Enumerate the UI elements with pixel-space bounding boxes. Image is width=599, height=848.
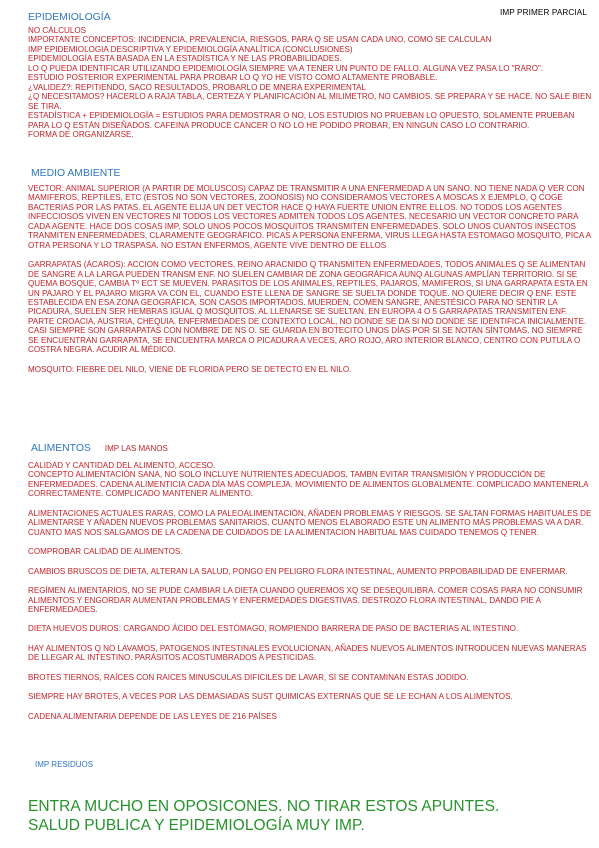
footer-note <box>28 797 598 835</box>
paragraph: DIETA HUEVOS DUROS: CARGANDO ÁCIDO DEL ESTÓMAGO, ROMPIENDO BARRERA DE PASO DE BACTERIAS AL INTESTINO. <box>28 624 519 634</box>
note-line: ¿Q NECESITAMOS? HACERLO A RAJA TABLA, CERTEZA Y PLANIFICACIÓN AL MILIMETRO, NO CAMBIOS. SE PREPARA Y SE HACE. NO SALE BIEN SE TIRA. <box>28 92 592 111</box>
paragraph: CAMBIOS BRUSCOS DE DIETA, ALTERAN LA SALUD, PONGO EN PELIGRO FLORA INTESTINAL, AUMENTO PRPOBABILIDAD DE ENFERMAR. <box>28 566 568 576</box>
paragraph: ALIMENTACIONES ACTUALES RARAS, COMO LA PALEOALIMENTACIÓN, AÑADEN PROBLEMAS Y RIESGOS. SE SALTAN FORMAS HABITUALES DE ALIMENTARSE Y AÑADEN NUEVOS PROBLEMAS SANITARIOS, CUANTO MENOS ELABORADO ESTE UN ALIMENTO MÁS PROBLEMAS VA A DAR. CUANTO MAS NOS SALGAMOS DE LA CADENA DE CUIDADOS DE LA ALIMENTACION HABITUAL MAS CUIDADO TENEMOS Q TENER. <box>28 508 592 537</box>
paragraph: GARRAPATAS (ÁCAROS): ACCION COMO VECTORES, REINO ARACNIDO Q TRANSMITEN ENFERMEDADES, TODOS ANIMALES Q SE ALIMENTAN DE SANGRE A LA LARGA PUEDEN TRANSM ENF. NO SUELEN CAMBIAR DE ZONA GEOGRÁFICA AUNQ ALGUNAS AMPLÍAN TERRITORIO. SI SE QUEMA BOSQUE, CAMBIA Tº ECT SE MUEVEN. PARASITOS DE LOS ANIMALES, REPTILES, PAJAROS, MAMIFEROS, SI UNA GARRAPATA ESTA EN UN PAJARO Y EL PAJARO MIGRA VA CON EL, CUANDO ESTE LLENA DE SANGRE SE SUELTA DONDE TOQUE. NO QUIERE DECIR Q ENF. ESTE ESTABLECIDA EN ESA ZONA GEOGRÁFICA, SON CASOS IMPORTADOS. MUERDEN, COMEN SANGRE, ANESTÉSICO PARA NO SENTIR LA PICADURA, SUELEN SER HEMBRAS IGUAL Q MOSQUITOS. AL LLENARSE SE SUELTAN. EN EUROPA 4 O 5 GARRAPATAS TRANSMITEN ENF. PARTE CROACIA, AUSTRIA, CHEQUIA. ENFERMEDADES DE CONTEXTO LOCAL, NO DONDE SE DA SI NO DONDE SE IDENTIFICA INICIALMENTE. CASI SIEMPRE SON GARRAPATAS CON NOMBRE DE NS O. SE GUARDA EN BOTECITO UNOS DÍAS POR SI SE NOTAN SÍNTOMAS. NO SIEMPRE SE ENCUENTRAN GARRAPATA, SE ENCUENTRA MARCA O PICADURA A VECES, ARO ROJO, ARO INTERIOR BLANCO, CENTRO CON PUTULA O COSTRA NEGRA. ACUDIR AL MÉDICO. <box>28 260 588 355</box>
course-label: IMP PRIMER PARCIAL <box>499 8 587 17</box>
paragraph: MOSQUITO: FIEBRE DEL NILO, VIENE DE FLORIDA PERO SE DETECTO EN EL NILO. <box>28 364 352 374</box>
section-title-medio-ambiente: MEDIO AMBIENTE <box>31 168 121 179</box>
paragraph: BROTES TIERNOS, RAÍCES CON RAICES MINUSCULAS DIFICILES DE LAVAR, SI SE CONTAMINAN ESTAS JODIDO. <box>28 672 469 682</box>
note-line: ¿VALIDEZ?: REPITIENDO, SACO RESULTADOS, PROBARLO DE MNERA EXPERIMENTAL <box>28 82 367 92</box>
footer-line-1: ENTRA MUCHO EN OPOSICONES. NO TIRAR ESTOS APUNTES. <box>28 798 500 815</box>
note-line: IMPORTANTE CONCEPTOS: INCIDENCIA, PREVALENCIA, RIESGOS, PARA Q SE USAN CADA UNO, COMO SE CALCULAN <box>28 35 492 45</box>
section-title-residuos: IMP RESIDUOS <box>35 760 94 769</box>
paragraph: SIEMPRE HAY BROTES, A VECES POR LAS DEMASIADAS SUST QUIMICAS EXTERNAS QUE SE LE ECHAN A LOS ALIMENTOS. <box>28 692 513 702</box>
note-line: FORMA DE ORGANIZARSE. <box>28 129 134 139</box>
alimentos-title: ALIMENTOS <box>31 443 91 454</box>
alimentos-subtitle: IMP LAS MANOS <box>104 444 168 453</box>
alimentos-notes <box>28 461 593 721</box>
medio-ambiente-notes <box>28 184 593 374</box>
paragraph: CADENA ALIMENTARIA DEPENDE DE LAS LEYES DE 216 PAÍSES <box>28 711 277 721</box>
paragraph: COMPROBAR CALIDAD DE ALIMENTOS. <box>28 547 183 557</box>
note-line: ESTADÍSTICA + EPIDEMIOLOGÍA = ESTUDIOS PARA DEMOSTRAR O NO, LOS ESTUDIOS NO PRUEBAN LO OPUESTO, SOLAMENTE PRUEBAN PARA LO Q ESTÁN DISEÑADOS. CAFEINA PRODUCE CANCER O NO LO HE PODIDO PROBAR, EN NINGUN CASO LO CONTRARIO. <box>28 111 575 130</box>
section-title-epidemiologia: EPIDEMIOLOGÍA <box>28 12 111 23</box>
epidemiologia-notes <box>28 26 593 139</box>
paragraph: REGÍMEN ALIMENTARIOS, NO SE PUDE CAMBIAR LA DIETA CUANDO QUEREMOS XQ SE DESEQUILIBRA. COMER COSAS PARA NO CONSUMIR ALIMENTOS Y ENGORDAR AUMENTAN PROBLEMAS Y ENFERMEDADES DIGESTIVAS. DESTROZO FLORA INTESTINAL, DANDO PIE A ENFERMEDADES. <box>28 586 583 614</box>
section-title-alimentos <box>31 443 168 454</box>
note-line: IMP EPIDEMIOLOGIA DESCRIPTIVA Y EPIDEMIOLOGÍA ANALÍTICA (CONCLUSIONES) <box>28 44 353 54</box>
note-line: LO Q PUEDA IDENTIFICAR UTILIZANDO EPIDEMIOLOGÍA SIEMPRE VA A TENER UN PUNTO DE FALLO. ALGUNA VEZ PASA LO "RARO". <box>28 63 544 73</box>
note-line: EPIDEMIOLOGÍA ESTA BASADA EN LA ESTADÍSTICA Y NE LAS PROBABILIDADES. <box>28 54 342 64</box>
paragraph: VECTOR: ANIMAL SUPERIOR (A PARTIR DE MOLUSCOS) CAPAZ DE TRANSMITIR A UNA ENFERMEDAD A UN SANO. NO TIENE NADA Q VER CON MAMIFEROS, REPTILES, ETC (ESTOS NO SON VECTORES, ZOONOSIS) NO CONSIDERAMOS VECTORES A MOSCAS X EJEMPLO, Q COGE BACTERIAS POR LAS PATAS. EL AGENTE ELIJA UN DET VECTOR HACE Q HAYA FUERTE UNION ENTRE ELLOS. NO TODOS LOS AGENTES INFECCIOSOS VIVEN EN VECTORES NI TODOS LOS VECTORES ADMITEN TODOS LOS AGENTES. NECESARIO UN VECTOR CONCRETO PARA CADA AGENTE. HACE DOS COSAS IMP, SOLO UNOS POCOS MOSQUITOS TRANSMITEN ENFERMEDADES. SOLO UNOS CUANTOS INSECTOS TRANMITEN ENFERMEDADES, CLARAMENTE GEOGRÁFICO. PICAS A PERSONA ENFERMA, VIRUS LLEGA HASTA ESTOMAGO MOSQUITO, PICA A OTRA PERSONA Y LO TRASPASA. NO ESTAN ENFERMOS, AGENTE VIVE DENTRO DE ELLOS <box>28 184 591 250</box>
note-line: ESTUDIO POSTERIOR EXPERIMENTAL PARA PROBAR LO Q YO HE VISTO COMO ALTAMENTE PROBABLE. <box>28 73 438 83</box>
paragraph: HAY ALIMENTOS Q NO LAVAMOS, PATOGENOS INTESTINALES EVOLUCIONAN, AÑADES NUEVOS ALIMENTOS INTRODUCEN NUEVAS MANERAS DE LLEGAR AL INTESTINO. PARÁSITOS ACOSTUMBRADOS A PESTICIDAS. <box>28 643 587 663</box>
paragraph: CALIDAD Y CANTIDAD DEL ALIMENTO, ACCESO. CONCEPTO ALIMENTACIÓN SANA, NO SOLO INCLUYE NUTRIENTES ADECUADOS, TAMBN EVITAR TRANSMISIÓN Y PRODUCCIÓN DE ENFERMEDADES. CADENA ALIMENTICIA CADA DÍA MÁS COMPLEJA. MOVIMIENTO DE ALIMENTOS GLOBALMENTE. COMPLICADO MANTENERLA CORRECTAMENTE. COMPLICADO MANTENER ALIMENTO. <box>28 461 589 499</box>
note-line: NO CÁLCULOS <box>28 26 87 35</box>
footer-line-2: SALUD PUBLICA Y EPIDEMIOLOGÍA MUY IMP. <box>28 817 365 834</box>
